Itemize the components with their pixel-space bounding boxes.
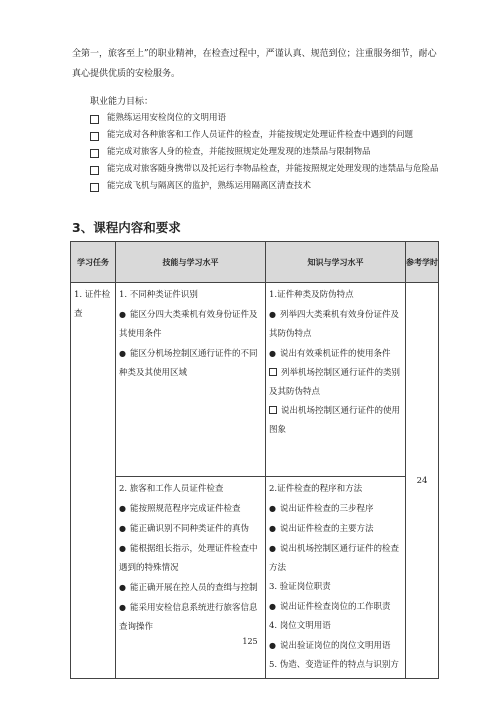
- skills-title: 1. 不同种类证件识别: [119, 290, 198, 300]
- knowledge-item: 列举机场控制区通行证件的类别及其防伪特点: [269, 364, 402, 402]
- task-cell: [71, 283, 116, 679]
- checkbox-square-icon: [90, 183, 99, 192]
- objectives-title: 职业能力目标：: [90, 97, 154, 107]
- skills-cell: [116, 283, 266, 477]
- checkbox-square-icon: [90, 166, 99, 175]
- skill-item: ● 能区分四大类乘机有效身份证件及其使用条件: [119, 305, 262, 344]
- skills-title: 2. 旅客和工作人员证件检查: [119, 484, 224, 494]
- table-row: [71, 477, 439, 679]
- checkbox-square-icon: [90, 115, 99, 124]
- checkbox-square-icon: [90, 132, 99, 141]
- task-name: 1. 证件检查: [74, 290, 111, 319]
- knowledge-item: ● 说出有效乘机证件的使用条件: [269, 344, 402, 364]
- skills-cell: [116, 477, 266, 679]
- header-hours: 参考学时: [406, 242, 439, 283]
- list-item: 能完成对各种旅客和工作人员证件的检查，并能按规定处理证件检查中遇到的问题: [90, 127, 440, 144]
- intro-paragraph: 全第一，旅客至上”的职业精神，在检查过程中，严谨认真、规范到位；注重服务细节，耐心真心提供优质的安检服务。: [72, 49, 437, 79]
- knowledge-title: 1.证件种类及防伪特点: [269, 290, 354, 300]
- knowledge-item: 说出机场控制区通行证件的使用图象: [269, 402, 402, 440]
- skill-item: ● 能按照规范程序完成证件检查: [119, 499, 262, 519]
- knowledge-item: ● 说出证件检查的三步程序: [269, 499, 402, 519]
- skill-item: ● 能区分机场控制区通行证件的不同种类及其使用区域: [119, 344, 262, 383]
- knowledge-cell: [266, 477, 406, 679]
- section-heading: 3、课程内容和要求: [72, 220, 181, 235]
- knowledge-title: 2.证件检查的程序和方法: [269, 484, 363, 494]
- skill-item: ● 能采用安检信息系统进行旅客信息查询操作: [119, 598, 262, 637]
- checkbox-square-icon: [90, 149, 99, 158]
- knowledge-item: ● 说出验证岗位的岗位文明用语: [269, 636, 402, 656]
- objectives-list: [90, 110, 440, 195]
- list-item: 能完成对旅客人身的检查，并能按照规定处理发现的违禁品与限制物品: [90, 144, 440, 161]
- table-row: [71, 283, 439, 477]
- skill-item: ● 能正确识别不同种类证件的真伪: [119, 519, 262, 539]
- hours-cell: 24: [406, 283, 439, 679]
- course-table: [70, 241, 439, 679]
- skill-item: ● 能根据组长指示，处理证件检查中遇到的特殊情况: [119, 539, 262, 578]
- knowledge-title: 5. 伪造、变造证件的特点与识别方: [269, 660, 399, 670]
- knowledge-item: ● 列举四大类乘机有效身份证件及其防伪特点: [269, 305, 402, 344]
- page-number: 125: [242, 637, 258, 646]
- knowledge-cell: [266, 283, 406, 477]
- header-knowledge: 知识与学习水平: [266, 242, 406, 283]
- skill-item: ● 能正确开展在控人员的查缉与控制: [119, 578, 262, 598]
- knowledge-item: ● 说出证件检查的主要方法: [269, 519, 402, 539]
- list-item: 能完成飞机与隔离区的监护，熟练运用隔离区清查技术: [90, 178, 440, 195]
- header-task: 学习任务: [71, 242, 116, 283]
- knowledge-item: ● 说出证件检查岗位的工作职责: [269, 597, 402, 617]
- knowledge-title: 3. 验证岗位职责: [269, 582, 331, 592]
- table-header-row: [71, 242, 439, 283]
- header-skills: 技能与学习水平: [116, 242, 266, 283]
- list-item: 能熟练运用安检岗位的文明用语: [90, 110, 440, 127]
- knowledge-title: 4. 岗位文明用语: [269, 621, 331, 631]
- list-item: 能完成对旅客随身携带以及托运行李物品检查，并能按照规定处理发现的违禁品与危险品: [90, 161, 440, 178]
- knowledge-item: ● 说出机场控制区通行证件的检查方法: [269, 539, 402, 578]
